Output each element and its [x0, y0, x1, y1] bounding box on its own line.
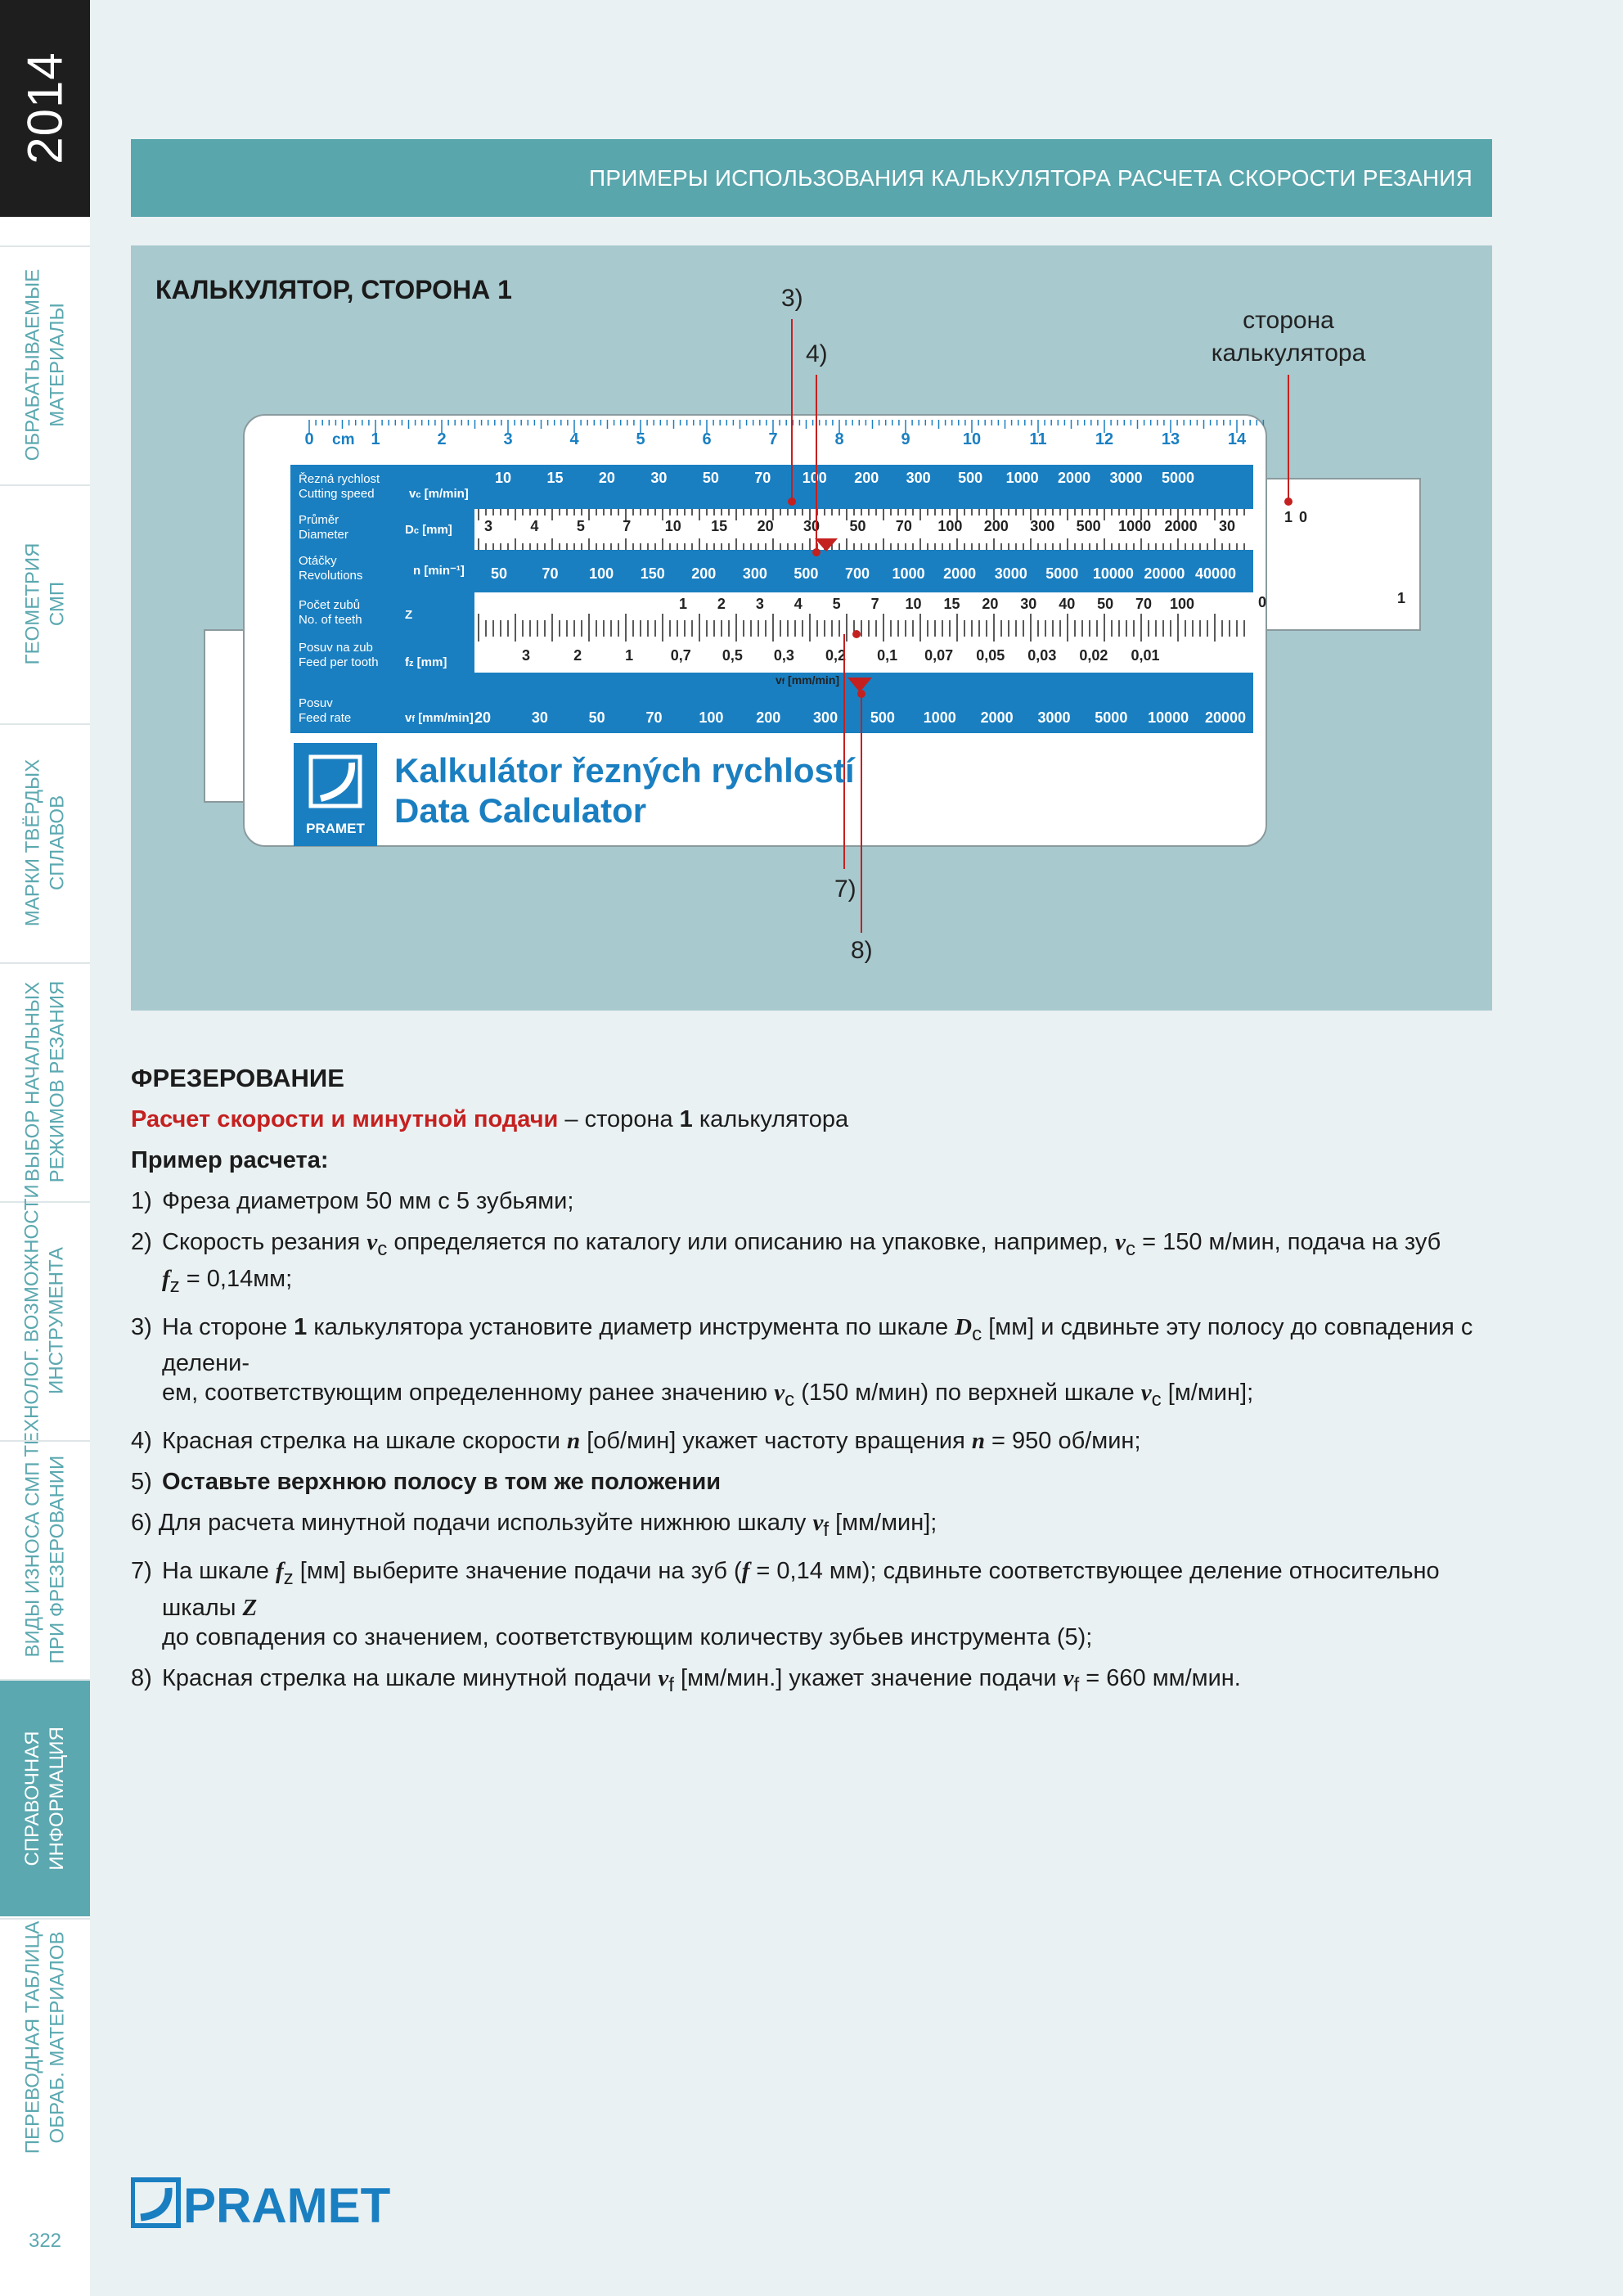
subscript: c: [1125, 1237, 1136, 1260]
scale-fz-number: 0,07: [924, 647, 954, 664]
subscript: z: [283, 1566, 294, 1589]
ruler-number: 12: [1095, 430, 1114, 448]
label-fz-unit: fz [mm]: [405, 655, 447, 669]
label-vc-en: Cutting speed: [299, 487, 375, 501]
subscript: f: [668, 1673, 674, 1696]
ruler-numbers: [304, 430, 1247, 448]
step-number: 4): [131, 1428, 152, 1455]
sidebar: [0, 0, 90, 2296]
pramet-logo-icon: [133, 2180, 178, 2226]
subscript: f: [823, 1518, 829, 1541]
scale-vf-number: 300: [813, 709, 838, 726]
scale-d-number: 30: [1218, 518, 1236, 534]
scale-fz-number: 0,01: [1131, 647, 1160, 664]
scale-vc-number: 1000: [1005, 470, 1039, 486]
scale-vf-number: 100: [699, 709, 724, 726]
brand-line1: Kalkulátor řezných rychlostí: [394, 751, 855, 790]
ruler-number: 10: [962, 430, 982, 448]
ruler-number: 7: [768, 430, 778, 448]
symbol: v: [812, 1510, 824, 1537]
step-2: [131, 1227, 1492, 1301]
scale-vf-number: 30: [531, 709, 548, 726]
scale-z-number: 10: [905, 596, 922, 612]
callout-8: 8): [851, 937, 873, 964]
subscript: c: [972, 1322, 982, 1345]
tab-reference-info[interactable]: [0, 1679, 90, 1916]
tab-label: СМП: [46, 581, 69, 627]
scale-d-number: 15: [711, 518, 728, 534]
label-vf-unit: vf [mm/min]: [405, 711, 474, 725]
label-vc-unit: vc [m/min]: [409, 487, 469, 501]
symbol: n: [971, 1428, 985, 1455]
step-number: 6): [131, 1510, 152, 1537]
scale-fz-number: 0,03: [1027, 647, 1057, 664]
symbol: f: [162, 1265, 170, 1292]
scale-vf-number: 20: [474, 709, 492, 726]
subscript: c: [1151, 1389, 1162, 1411]
txt: Скорость резания: [162, 1229, 367, 1255]
scale-d-number: 500: [1076, 518, 1101, 534]
subtitle-red: Расчет скорости и минутной подачи: [131, 1106, 559, 1132]
scale-fz-number: 0,7: [670, 647, 691, 664]
scale-vc-number: 5000: [1161, 470, 1195, 486]
txt: [мм] и сдвиньте эту полосу до совпадения с делени-: [162, 1313, 1473, 1377]
footer-brand: PRAMET: [183, 2178, 391, 2229]
scale-vc-number: 3000: [1109, 470, 1143, 486]
subtitle: [131, 1105, 1492, 1134]
tab-label: ВИДЫ ИЗНОСА СМП: [21, 1461, 43, 1658]
year-label: 2014: [17, 52, 73, 164]
ruler-number: 13: [1161, 430, 1180, 448]
tab-label: ОБРАБАТЫВАЕМЫЕ: [21, 268, 43, 461]
scale-z-number: 7: [870, 596, 879, 612]
scale-d-number: 10: [664, 518, 681, 534]
scale-vf-number: 1000: [923, 709, 956, 726]
ruler-number: 2: [437, 430, 447, 448]
step-3: [131, 1312, 1492, 1416]
scale-d-number: 7: [623, 518, 632, 534]
scale-vc-number: 15: [546, 470, 564, 486]
tab-label: ОБРАБ. МАТЕРИАЛОВ: [46, 1931, 69, 2144]
instructions: [131, 1064, 1492, 1712]
scale-n-number: 20000: [1144, 565, 1185, 582]
step-text: [162, 1426, 1141, 1456]
scale-d-number: 70: [895, 518, 912, 534]
symbol: n: [567, 1428, 581, 1455]
scale-z-number: 20: [982, 596, 999, 612]
scale-z-number: 100: [1169, 596, 1195, 612]
step-4: [131, 1426, 1492, 1456]
calculator-panel: [131, 245, 1492, 1011]
bold: 1: [294, 1313, 308, 1340]
scale-d-number: 5: [576, 518, 585, 534]
label-d-cz: Průměr: [299, 513, 339, 527]
n-unit: [min⁻¹]: [424, 564, 465, 578]
symbol: v: [658, 1664, 669, 1691]
symbol: v: [1140, 1380, 1152, 1407]
callout-4: 4): [806, 340, 828, 367]
ruler-unit: cm: [332, 431, 355, 448]
tab-label: ПРИ ФРЕЗЕРОВАНИИ: [46, 1455, 68, 1664]
scale-fz-number: 2: [573, 647, 582, 664]
ruler-number: 3: [503, 430, 513, 448]
step-8: [131, 1663, 1492, 1700]
scale-fz-number: 0,02: [1079, 647, 1108, 664]
subscript: c: [785, 1389, 795, 1411]
txt: = 950 об/мин;: [985, 1428, 1141, 1455]
scale-vc-number: 200: [854, 470, 879, 486]
scale-vf-number: 5000: [1095, 709, 1128, 726]
symbol: v: [774, 1380, 785, 1407]
page-number: 322: [28, 2230, 62, 2252]
scale-vc-number: 50: [702, 470, 719, 486]
tab-label: СПРАВОЧНАЯ: [21, 1731, 44, 1866]
scale-n-number: 40000: [1194, 565, 1237, 582]
scale-z-number: 2: [717, 596, 726, 612]
symbol: f: [741, 1557, 750, 1584]
label-vc-cz: Řezná rychlost: [299, 472, 380, 486]
symbol: D: [955, 1313, 973, 1340]
subscript: c: [377, 1237, 388, 1260]
scale-vf-number: 2000: [980, 709, 1014, 726]
scale-d-number: 100: [937, 518, 963, 534]
txt: = 0,14 мм); сдвиньте соответствующее деление относительно шкалы: [162, 1557, 1440, 1621]
d-unit: [mm]: [422, 523, 452, 537]
label-fz-en: Feed per tooth: [299, 655, 379, 669]
tab-label: МАТЕРИАЛЫ: [46, 303, 68, 427]
label-d-en: Diameter: [299, 528, 348, 542]
txt: до совпадения со значением, соответствующим количеству зубьев инструмента (5);: [162, 1623, 1093, 1650]
scale-n-number: 10000: [1092, 565, 1134, 582]
tab-cutting-data[interactable]: [0, 962, 90, 1200]
callout-side: [1211, 304, 1366, 370]
scale-vc-number: 70: [754, 470, 771, 486]
scale-z-number: 70: [1135, 596, 1153, 612]
tab-label: ВЫБОР НАЧАЛЬНЫХ: [21, 981, 44, 1182]
scale-n-number: 500: [794, 565, 819, 582]
scale-d-number: 20: [757, 518, 774, 534]
step-number: 7): [131, 1557, 152, 1584]
txt: = 150 м/мин, подача на зуб: [1135, 1229, 1441, 1255]
callout-side-line2: калькулятора: [1211, 340, 1366, 367]
label-vf-en: Feed rate: [299, 711, 352, 725]
scale-d-number: 50: [849, 518, 866, 534]
ruler-number: 14: [1227, 430, 1247, 448]
scale-vc-number: 300: [906, 470, 931, 486]
step-text: [162, 1556, 1492, 1652]
callout-7: 7): [834, 876, 856, 903]
scale-vf-number: 200: [756, 709, 781, 726]
callout-side-line1: сторона: [1243, 307, 1334, 334]
tab-grades[interactable]: [0, 723, 90, 961]
symbol: f: [275, 1557, 284, 1584]
label-n-unit: n [min⁻¹]: [413, 564, 465, 578]
scale-z-number: 3: [755, 596, 764, 612]
scale-d-number: 200: [983, 518, 1009, 534]
txt: [м/мин];: [1161, 1380, 1254, 1407]
brand-small: PRAMET: [306, 821, 365, 836]
scale-vc-number: 10: [494, 470, 512, 486]
tab-materials[interactable]: [0, 245, 90, 483]
txt: [мм/мин];: [829, 1510, 937, 1537]
txt: = 660 мм/мин.: [1079, 1664, 1241, 1691]
scale-fz-number: 0,1: [877, 647, 898, 664]
step-7: [131, 1556, 1492, 1652]
scale-d-number: 4: [530, 518, 539, 534]
callout-3: 3): [781, 285, 803, 312]
scale-vf-number: 50: [588, 709, 605, 726]
txt: = 0,14мм;: [179, 1265, 293, 1292]
scale-n-number: 200: [691, 565, 717, 582]
step-number: 2): [131, 1229, 152, 1255]
scale-d-number: 300: [1030, 518, 1055, 534]
side-mark: 0: [1299, 509, 1308, 525]
subscript: z: [169, 1274, 180, 1297]
ruler-number: 5: [636, 430, 645, 448]
scale-fz-number: 0,05: [976, 647, 1005, 664]
label-z-sym: Z: [405, 608, 413, 622]
step-number: 3): [131, 1313, 152, 1340]
scale-n-number: 300: [742, 565, 767, 582]
label-z-cz: Počet zubů: [299, 598, 361, 612]
scale-n-number: 50: [490, 565, 508, 582]
tab-label: ИНФОРМАЦИЯ: [46, 1727, 69, 1871]
tab-conversion-table[interactable]: [0, 1918, 90, 2155]
scale-vc-number: 20: [598, 470, 615, 486]
symbol: v: [1063, 1664, 1074, 1691]
scale-n-number: 700: [844, 565, 870, 582]
scale-fz-number: 0,3: [773, 647, 794, 664]
section-heading: ФРЕЗЕРОВАНИЕ: [131, 1064, 344, 1092]
txt: На шкале: [162, 1557, 276, 1584]
side-mark: 1: [1397, 590, 1406, 606]
scale-fz-number: 3: [521, 647, 531, 664]
scale-fz-number: 0,2: [825, 647, 847, 664]
vc-unit: [m/min]: [424, 487, 469, 501]
panel-title: КАЛЬКУЛЯТОР, СТОРОНА 1: [155, 275, 512, 304]
tab-label: ПЕРЕВОДНАЯ ТАБЛИЦА: [21, 1920, 44, 2154]
year-badge: [0, 0, 90, 217]
footer-logo: [131, 2177, 409, 2229]
subtitle-number: 1: [679, 1106, 693, 1132]
scale-fz-number: 0,5: [722, 647, 743, 664]
tab-tool-capabilities[interactable]: [0, 1184, 90, 1457]
symbol: v: [1115, 1229, 1126, 1255]
scale-vc-number: 500: [958, 470, 983, 486]
step-text: [162, 1663, 1241, 1700]
step-text: Фреза диаметром 50 мм с 5 зубьями;: [162, 1188, 574, 1214]
txt: Красная стрелка на шкале скорости: [162, 1428, 568, 1455]
step-text: Оставьте верхнюю полосу в том же положении: [162, 1469, 722, 1496]
scale-z-number: 30: [1020, 596, 1037, 612]
vf-mid-label: vf [mm/min]: [776, 673, 840, 687]
scale-n-number: 2000: [943, 565, 977, 582]
subscript: f: [1073, 1673, 1080, 1696]
section-title: ПРИМЕРЫ ИСПОЛЬЗОВАНИЯ КАЛЬКУЛЯТОРА РАСЧЕТА СКОРОСТИ РЕЗАНИЯ: [589, 164, 1472, 191]
scale-vc-number: 100: [802, 470, 827, 486]
tab-label: СПЛАВОВ: [46, 795, 69, 891]
scale-vc-number: 2000: [1058, 470, 1091, 486]
fz-unit: [mm]: [416, 655, 447, 669]
scale-z-number: 1: [678, 596, 688, 612]
tab-geometry[interactable]: [0, 484, 90, 722]
subtitle-text: калькулятора: [692, 1106, 849, 1132]
label-z-en: No. of teeth: [299, 613, 362, 627]
vf-unit: [mm/min]: [418, 711, 474, 725]
label-fz-cz: Posuv na zub: [299, 641, 373, 655]
step-number: 5): [131, 1469, 152, 1496]
step-text: [162, 1312, 1492, 1416]
scale-d-number: 1000: [1118, 518, 1152, 534]
scale-vf-number: 20000: [1204, 709, 1247, 726]
scale-d-number: 30: [803, 518, 820, 534]
symbol: Z: [242, 1594, 258, 1621]
ruler-number: 1: [371, 430, 380, 448]
scale-d-number: 2000: [1164, 518, 1198, 534]
vf-mid-unit: [mm/min]: [788, 673, 840, 687]
scale-z-number: 40: [1059, 596, 1076, 612]
scale-z-number: 5: [832, 596, 841, 612]
txt: [мм/мин.] укажет значение подачи: [674, 1664, 1063, 1691]
step-text: [162, 1227, 1441, 1301]
txt: (150 м/мин) по верхней шкале: [794, 1380, 1141, 1407]
txt: определяется по каталогу или описанию на упаковке, например,: [387, 1229, 1116, 1255]
example-title: Пример расчета:: [131, 1147, 329, 1173]
scale-vf-number: 500: [870, 709, 895, 726]
ruler-number: 6: [702, 430, 712, 448]
scale-vc-number: 30: [650, 470, 668, 486]
txt: Красная стрелка на шкале минутной подачи: [162, 1664, 659, 1691]
ruler-number: 4: [569, 430, 579, 448]
side-mark: 0: [1258, 594, 1267, 610]
ruler-number: 0: [304, 430, 314, 448]
txt: калькулятора установите диаметр инструмента по шкале: [307, 1313, 955, 1340]
scale-n-number: 3000: [994, 565, 1027, 582]
brand-line2: Data Calculator: [394, 791, 647, 830]
step-6: [131, 1508, 1492, 1545]
scale-z-number: 4: [794, 596, 803, 612]
scale-n-number: 100: [589, 565, 614, 582]
step-number: 1): [131, 1188, 152, 1214]
symbol: v: [366, 1229, 378, 1255]
ruler-number: 11: [1029, 430, 1047, 448]
step-1: [131, 1186, 1492, 1216]
step-5: [131, 1467, 1492, 1497]
section-header: [131, 139, 1492, 217]
scale-d-number: 3: [483, 518, 493, 534]
scale-n-number: 5000: [1045, 565, 1079, 582]
scale-n-number: 150: [640, 565, 665, 582]
tab-label: РЕЖИМОВ РЕЗАНИЯ: [46, 980, 69, 1183]
subtitle-text: – сторона: [558, 1106, 680, 1132]
txt: [мм] выберите значение подачи на зуб (: [293, 1557, 742, 1584]
txt: На стороне: [162, 1313, 294, 1340]
tab-label: ТЕХНОЛОГ. ВОЗМОЖНОСТИ: [21, 1184, 43, 1457]
label-n-en: Revolutions: [299, 569, 363, 583]
scale-z-number: 50: [1097, 596, 1114, 612]
tab-label: ИНСТРУМЕНТА: [46, 1247, 68, 1394]
scale-n-number: 1000: [892, 565, 925, 582]
scale-vf-number: 3000: [1037, 709, 1071, 726]
side-mark: 1: [1284, 509, 1293, 525]
step-number: 8): [131, 1664, 152, 1691]
tab-label: МАРКИ ТВЁРДЫХ: [21, 759, 44, 927]
ruler-number: 9: [901, 430, 910, 448]
txt: ем, соответствующим определенному ранее значению: [162, 1380, 775, 1407]
scale-n-number: 70: [542, 565, 559, 582]
tab-label: ГЕОМЕТРИЯ: [21, 542, 44, 665]
label-d-unit: Dc [mm]: [405, 523, 452, 537]
scale-vf-number: 10000: [1148, 709, 1189, 726]
scale-vf-number: 70: [645, 709, 663, 726]
txt: Для расчета минутной подачи используйте нижнюю шкалу: [151, 1510, 813, 1537]
ruler-number: 8: [834, 430, 844, 448]
scale-z-number: 15: [943, 596, 960, 612]
txt: [об/мин] укажет частоту вращения: [580, 1428, 972, 1455]
label-n-cz: Otáčky: [299, 554, 337, 568]
step-text: [131, 1508, 937, 1545]
scale-fz-number: 1: [625, 647, 634, 664]
tab-wear-types[interactable]: [0, 1440, 90, 1677]
label-vf-cz: Posuv: [299, 696, 333, 710]
right-tab: [1260, 479, 1420, 630]
